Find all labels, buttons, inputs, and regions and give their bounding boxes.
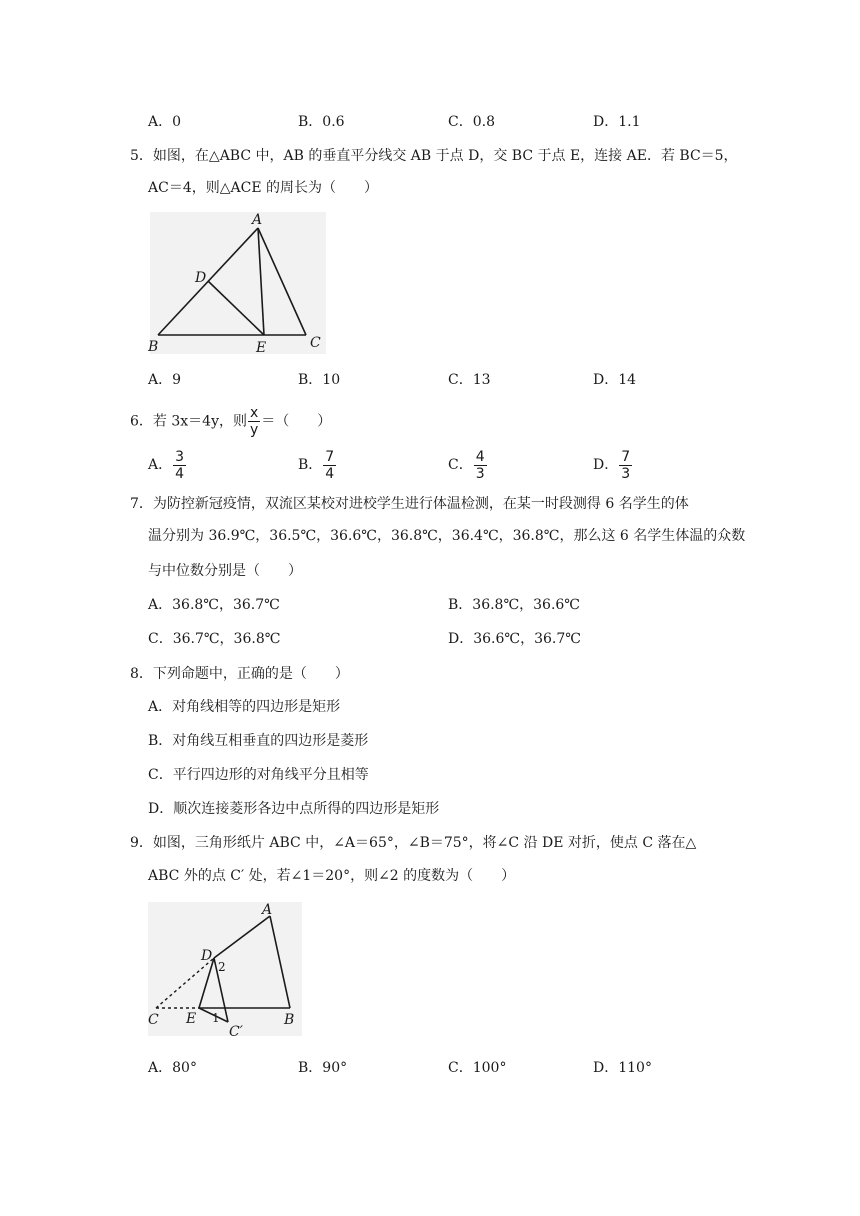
q9-option-c: C．100° xyxy=(448,1060,507,1076)
q9-stem-line2: ABC 外的点 C′ 处，若∠1＝20°，则∠2 的度数为（ ） xyxy=(148,868,516,884)
q9-label-c-prime: C′ xyxy=(229,1024,243,1040)
q5-option-a: A．9 xyxy=(148,372,182,388)
q4-option-b: B．0.6 xyxy=(298,114,345,130)
q8-option-d: D．顺次连接菱形各边中点所得的四边形是矩形 xyxy=(148,801,440,817)
q8-option-a: A．对角线相等的四边形是矩形 xyxy=(148,699,341,715)
q6-option-d: D． $\frac{7}{3}$ xyxy=(593,448,631,482)
q7-option-d: D．36.6℃，36.7℃ xyxy=(448,631,581,647)
q7-option-b: B．36.8℃，36.6℃ xyxy=(448,597,580,613)
q5-option-c: C．13 xyxy=(448,372,491,388)
q5-stem-line1: 5．如图，在△ABC 中，AB 的垂直平分线交 AB 于点 D，交 BC 于点 E，连接 AE．若 BC＝5， xyxy=(130,148,738,164)
q4-option-d: D．1.1 xyxy=(593,114,641,130)
q6-stem: 6．若 3x＝4y，则 $\frac{x}{y}$ ＝（ ） xyxy=(130,405,332,438)
q6-option-c: C． $\frac{4}{3}$ xyxy=(448,448,485,482)
q5-triangle-figure xyxy=(146,208,330,358)
q7-stem-line3: 与中位数分别是（ ） xyxy=(148,563,302,579)
q8-option-b: B．对角线互相垂直的四边形是菱形 xyxy=(148,733,369,749)
q6-option-a: A． $\frac{3}{4}$ xyxy=(148,448,185,482)
q9-stem-line1: 9．如图，三角形纸片 ABC 中，∠A＝65°，∠B＝75°，将∠C 沿 DE 对折，使点 C 落在△ xyxy=(130,835,697,851)
q9-fold-figure xyxy=(144,898,306,1040)
q7-option-a: A．36.8℃，36.7℃ xyxy=(148,597,280,613)
q9-label-e: E xyxy=(186,1011,197,1027)
q9-label-d: D xyxy=(201,948,213,964)
q9-option-b: B．90° xyxy=(298,1060,348,1076)
q6-stem-fraction: $\frac{x}{y}$ xyxy=(250,405,259,438)
q7-stem-line1: 7．为防控新冠疫情，双流区某校对进校学生进行体温检测，在某一时段测得 6 名学生的体 xyxy=(130,496,689,512)
q9-option-a: A．80° xyxy=(148,1060,197,1076)
q4-option-a: A．0 xyxy=(148,114,182,130)
q4-option-c: C．0.8 xyxy=(448,114,495,130)
q9-label-b: B xyxy=(284,1012,295,1028)
q5-stem-line2: AC＝4，则△ACE 的周长为（ ） xyxy=(148,180,378,196)
q9-label-a: A xyxy=(262,902,273,918)
q5-option-d: D．14 xyxy=(593,372,637,388)
q9-option-d: D．110° xyxy=(593,1060,652,1076)
q9-label-c: C xyxy=(148,1012,159,1028)
q5-label-a: A xyxy=(252,212,263,228)
q7-option-c: C．36.7℃，36.8℃ xyxy=(148,631,281,647)
q5-label-c: C xyxy=(310,335,321,351)
q5-label-d: D xyxy=(195,270,207,286)
q5-label-e: E xyxy=(256,340,267,356)
q9-label-angle-1: 1 xyxy=(212,1011,220,1025)
q5-option-b: B．10 xyxy=(298,372,341,388)
q8-stem: 8．下列命题中，正确的是（ ） xyxy=(130,666,349,682)
q5-figure-background xyxy=(150,212,326,354)
q7-stem-line2: 温分别为 36.9℃，36.5℃，36.6℃，36.8℃，36.4℃，36.8℃，那么这 6 名学生体温的众数 xyxy=(148,528,746,544)
q6-option-b: B． $\frac{7}{4}$ xyxy=(298,448,335,482)
q8-option-c: C．平行四边形的对角线平分且相等 xyxy=(148,767,369,783)
q5-label-b: B xyxy=(148,339,159,355)
q9-label-angle-2: 2 xyxy=(218,960,226,974)
